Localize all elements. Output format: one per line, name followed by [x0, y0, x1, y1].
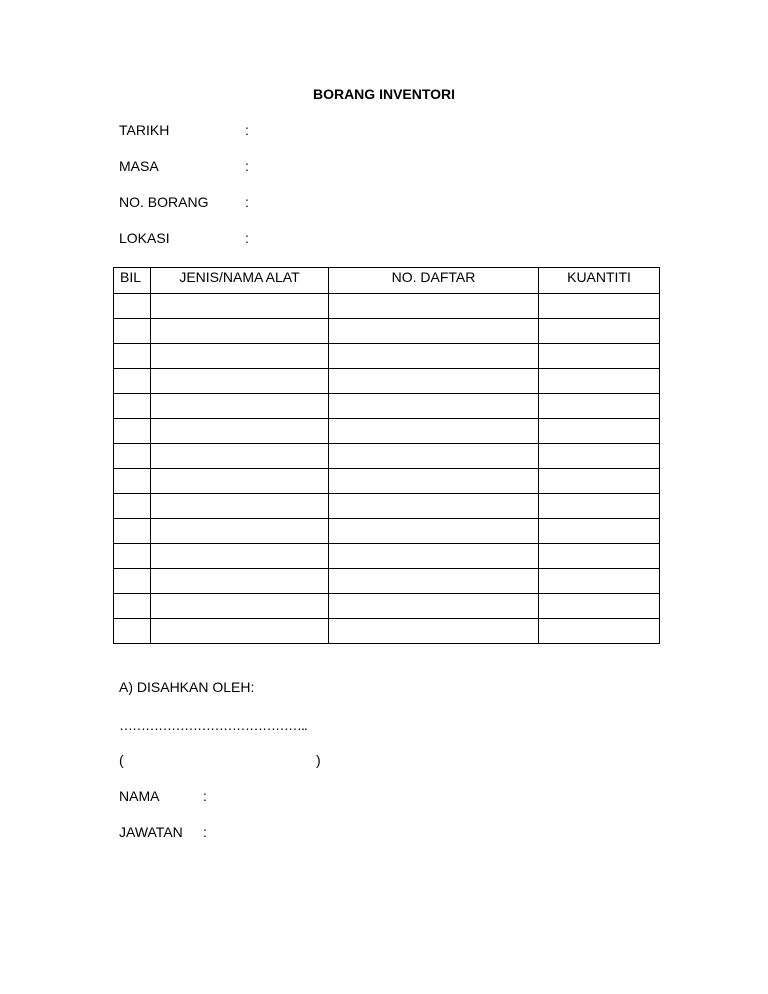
table-row [114, 544, 660, 569]
field-colon: : [245, 122, 249, 138]
table-row [114, 369, 660, 394]
table-cell[interactable] [151, 519, 329, 544]
table-row [114, 494, 660, 519]
table-cell[interactable] [114, 594, 151, 619]
table-cell[interactable] [539, 494, 660, 519]
field-colon: : [203, 824, 207, 840]
table-cell[interactable] [329, 594, 539, 619]
field-no-borang [119, 194, 249, 210]
table-cell[interactable] [539, 594, 660, 619]
table-cell[interactable] [329, 419, 539, 444]
field-label: LOKASI [119, 230, 170, 246]
table-cell[interactable] [114, 619, 151, 644]
table-cell[interactable] [114, 519, 151, 544]
column-header-no-daftar: NO. DAFTAR [329, 268, 539, 294]
table-cell[interactable] [114, 494, 151, 519]
table-row [114, 444, 660, 469]
table-cell[interactable] [114, 369, 151, 394]
field-label: NO. BORANG [119, 194, 209, 210]
column-header-bil: BIL [114, 268, 151, 294]
table-body [114, 294, 660, 644]
table-cell[interactable] [329, 294, 539, 319]
table-cell[interactable] [114, 569, 151, 594]
table-cell[interactable] [329, 469, 539, 494]
table-row [114, 519, 660, 544]
table-cell[interactable] [539, 319, 660, 344]
table-row [114, 319, 660, 344]
column-header-jenis: JENIS/NAMA ALAT [151, 268, 329, 294]
table-row [114, 294, 660, 319]
table-cell[interactable] [151, 394, 329, 419]
table-cell[interactable] [539, 569, 660, 594]
table-cell[interactable] [151, 294, 329, 319]
table-cell[interactable] [329, 494, 539, 519]
field-label: TARIKH [119, 122, 170, 138]
signature-line: …………………………………….. [119, 717, 307, 733]
field-tarikh [119, 122, 249, 138]
table-cell[interactable] [539, 294, 660, 319]
table-cell[interactable] [151, 319, 329, 344]
table-cell[interactable] [151, 419, 329, 444]
field-colon: : [203, 788, 207, 804]
inventory-table [113, 267, 660, 644]
table-cell[interactable] [114, 544, 151, 569]
approval-heading: A) DISAHKAN OLEH: [119, 679, 255, 695]
table-cell[interactable] [329, 569, 539, 594]
table-cell[interactable] [329, 519, 539, 544]
field-nama [119, 788, 207, 804]
table-row [114, 619, 660, 644]
table-cell[interactable] [329, 619, 539, 644]
field-lokasi [119, 230, 249, 246]
table-cell[interactable] [151, 619, 329, 644]
table-row [114, 469, 660, 494]
table-cell[interactable] [539, 369, 660, 394]
table-cell[interactable] [329, 369, 539, 394]
table-cell[interactable] [151, 544, 329, 569]
table-cell[interactable] [539, 469, 660, 494]
table-cell[interactable] [151, 369, 329, 394]
field-colon: : [245, 230, 249, 246]
table-cell[interactable] [114, 469, 151, 494]
table-header-row [114, 268, 660, 294]
field-colon: : [245, 158, 249, 174]
table-row [114, 344, 660, 369]
table-cell[interactable] [329, 344, 539, 369]
table-cell[interactable] [151, 444, 329, 469]
table-cell[interactable] [151, 469, 329, 494]
table-cell[interactable] [114, 444, 151, 469]
table-cell[interactable] [539, 544, 660, 569]
table-cell[interactable] [329, 394, 539, 419]
table-row [114, 594, 660, 619]
table-cell[interactable] [539, 519, 660, 544]
table-cell[interactable] [539, 444, 660, 469]
table-cell[interactable] [329, 319, 539, 344]
paren-close: ) [316, 752, 321, 768]
table-row [114, 419, 660, 444]
field-label: MASA [119, 158, 159, 174]
form-title: BORANG INVENTORI [312, 86, 456, 102]
table-cell[interactable] [539, 419, 660, 444]
table-cell[interactable] [151, 344, 329, 369]
table-cell[interactable] [151, 594, 329, 619]
table-cell[interactable] [151, 494, 329, 519]
table-cell[interactable] [329, 444, 539, 469]
table-cell[interactable] [539, 344, 660, 369]
table-cell[interactable] [114, 419, 151, 444]
column-header-kuantiti: KUANTITI [539, 268, 660, 294]
field-label: JAWATAN [119, 824, 183, 840]
field-colon: : [245, 194, 249, 210]
table-cell[interactable] [114, 394, 151, 419]
paren-open: ( [119, 752, 124, 768]
field-jawatan [119, 824, 207, 840]
table-cell[interactable] [329, 544, 539, 569]
table-cell[interactable] [539, 394, 660, 419]
field-label: NAMA [119, 788, 160, 804]
table-cell[interactable] [114, 319, 151, 344]
table-cell[interactable] [114, 294, 151, 319]
table-row [114, 394, 660, 419]
table-cell[interactable] [539, 619, 660, 644]
table-row [114, 569, 660, 594]
table-cell[interactable] [151, 569, 329, 594]
table-cell[interactable] [114, 344, 151, 369]
field-masa [119, 158, 249, 174]
